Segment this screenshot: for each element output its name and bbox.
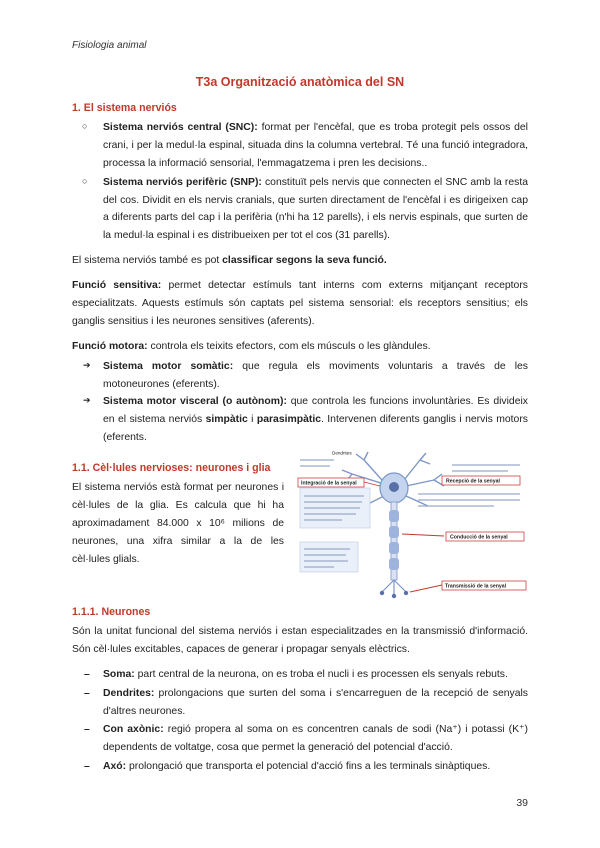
list-item-axon-hillock: – Con axònic: regió propera al soma on es concentren canals de sodi (Na⁺) i potassi (K⁺) dependents de voltatge, cosa que permet la generació del potencial d'acció.: [72, 721, 528, 757]
label-conduction: Conducció de la senyal: [450, 534, 508, 541]
neuron-parts-list: [72, 666, 528, 776]
list-item-soma: – Soma: part central de la neurona, on es troba el nucli i es processen els senyals rebuts.: [72, 666, 528, 684]
section-heading-1-1: 1.1. Cèl·lules nervioses: neurones i glia: [72, 462, 271, 475]
page-number: 39: [516, 797, 528, 809]
neuron-diagram: [294, 450, 528, 600]
list-item-snp: ○ Sistema nerviós perifèric (SNP): constituït pels nervis que connecten el SNC amb la resta del cos. Dividit en els nervis cranials, que surten directament de l'encèfal i es dirigeixen cap a diferents parts del cap i la perifèria (n'hi ha 12 parells), i els nervis espinals, que surten de la medul·la espinal i es distribueixen per tot el cos (31 parells).: [72, 174, 528, 246]
page-title: T3a Organització anatòmica del SN: [195, 75, 405, 89]
cns-pns-list: [72, 119, 528, 245]
section-heading-1: 1. El sistema nerviós: [72, 102, 177, 114]
page-content: [72, 100, 528, 777]
neuron-svg: [294, 450, 528, 600]
nucleus-shape: [389, 482, 399, 492]
list-item-axon: – Axó: prolongació que transporta el potencial d'acció fins a les terminals sinàptiques.: [72, 758, 528, 776]
list-item-visceral: ➔ Sistema motor visceral (o autònom): que controla les funcions involuntàries. Es divideix en el sistema nerviós simpàtic i parasimpàtic. Intervenen diferents ganglis i nervis motors (eferents.: [72, 393, 528, 447]
label-transmission: Transmissió de la senyal: [445, 583, 507, 590]
sensitive-function-paragraph: Funció sensitiva: permet detectar estímuls tant interns com externs mitjançant receptors especialitzats. Aquests estímuls són captats pel sistema sensorial: els receptors sensitius; els ganglis sensitius i les neurones sensitives (aferents).: [72, 280, 528, 327]
section-heading-1-1-1: 1.1.1. Neurones: [72, 606, 151, 619]
label-dendrites: Dendrites: [332, 450, 352, 456]
classify-paragraph: El sistema nerviós també es pot classificar segons la seva funció.: [72, 255, 387, 267]
motor-system-list: [72, 358, 528, 447]
neurons-intro-paragraph: Són la unitat funcional del sistema nerviós i estan especialitzades en la transmissió d'informació. Són cèl·lules excitables, capaces de generar i propagar senyals elèctrics.: [72, 626, 528, 655]
neurons-glia-block: [72, 450, 528, 600]
list-item-dendrites: – Dendrites: prolongacions que surten del soma i s'encarreguen de la recepció de senyals d'altres neurones.: [72, 685, 528, 721]
label-integration: Integració de la senyal: [301, 480, 357, 487]
list-item-snc: ○ Sistema nerviós central (SNC): format per l'encèfal, que es troba protegit pels ossos del crani, i per la medul·la espinal, situada dins la columna vertebral. Té una funció integradora, processa la informació sensorial, l'emmagatzema i pren les decisions..: [72, 119, 528, 173]
motor-function-paragraph: Funció motora: controla els teixits efectors, com els músculs o les glàndules.: [72, 340, 431, 352]
running-header: Fisiologia animal: [72, 40, 147, 51]
label-reception: Recepció de la senyal: [446, 478, 500, 485]
list-item-somatic: ➔ Sistema motor somàtic: que regula els moviments voluntaris a través de les motoneurones (eferents).: [72, 358, 528, 394]
neurons-glia-paragraph: El sistema nerviós està format per neurones i cèl·lules de la glia. Es calcula que hi ha aproximadament 84.000 x 10⁶ milions de neurones, una xifra similar a la de les cèl·lules glials.: [72, 482, 284, 565]
